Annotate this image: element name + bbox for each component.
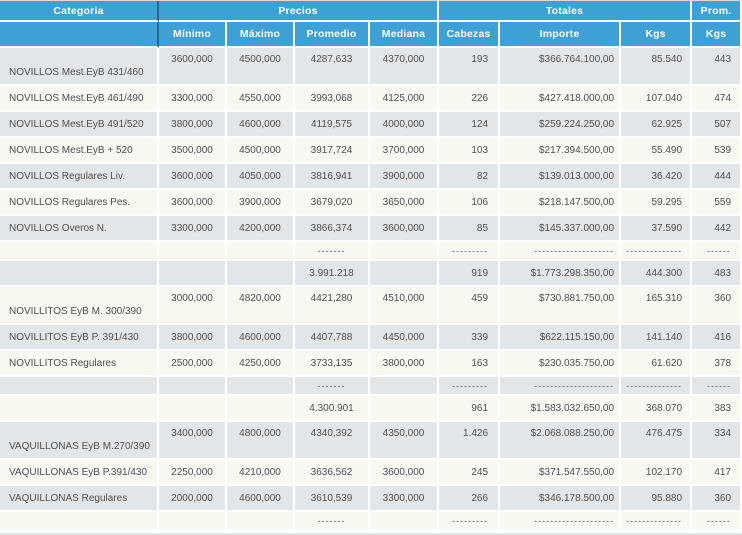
header-col-maximo: Máximo [227, 22, 295, 48]
cell-importe: $259.224.250,00 [500, 112, 621, 138]
table-row [0, 486, 742, 512]
cell-categoria: NOVILLOS Regulares Liv. [0, 164, 159, 190]
cell-promedio: 3.991.218 [295, 261, 370, 287]
cell-cabezas: --------- [439, 377, 500, 396]
cell-minimo: 2500,000 [159, 351, 227, 377]
cell-importe: $730.881.750,00 [500, 287, 621, 325]
cell-cabezas: 124 [439, 112, 500, 138]
cell-prom-kgs: 383 [692, 396, 742, 422]
cell-mediana: 4370,000 [370, 48, 439, 86]
cell-prom-kgs: 442 [692, 216, 742, 242]
cell-minimo: 3000,000 [159, 287, 227, 325]
cell-categoria: VAQUILLONAS EyB M.270/390 [0, 422, 159, 460]
subtotal-row [0, 261, 742, 287]
cell-importe: $1.583.032.650,00 [500, 396, 621, 422]
cell-kgs: -------------- [621, 242, 692, 261]
cell-categoria: NOVILLOS Mest.EyB 461/490 [0, 86, 159, 112]
cell-promedio: 4421,280 [295, 287, 370, 325]
cell-categoria [0, 512, 159, 531]
cell-importe: $366.764.100,00 [500, 48, 621, 86]
cell-cabezas: 85 [439, 216, 500, 242]
cell-prom-kgs: 360 [692, 486, 742, 512]
cell-prom-kgs: 416 [692, 325, 742, 351]
cell-maximo: 4210,000 [227, 460, 295, 486]
cell-mediana: 3600,000 [370, 216, 439, 242]
cell-cabezas: 339 [439, 325, 500, 351]
cell-cabezas: 103 [439, 138, 500, 164]
cell-prom-kgs: 507 [692, 112, 742, 138]
table-row [0, 48, 742, 86]
cell-categoria: NOVILLOS Regulares Pes. [0, 190, 159, 216]
cell-mediana: 4510,000 [370, 287, 439, 325]
cell-kgs: 444.300 [621, 261, 692, 287]
cell-kgs: 62.925 [621, 112, 692, 138]
cell-mediana [370, 261, 439, 287]
cell-promedio: 4119,575 [295, 112, 370, 138]
cell-cabezas: 961 [439, 396, 500, 422]
header-col-importe: Importe [500, 22, 621, 48]
cell-maximo: 4200,000 [227, 216, 295, 242]
cell-maximo: 4600,000 [227, 325, 295, 351]
cell-kgs: 61.620 [621, 351, 692, 377]
cell-minimo: 3500,000 [159, 138, 227, 164]
cell-categoria: NOVILLITOS EyB M. 300/390 [0, 287, 159, 325]
table-row [0, 287, 742, 325]
cell-kgs: 55.490 [621, 138, 692, 164]
table-row [0, 190, 742, 216]
table-row [0, 138, 742, 164]
cell-cabezas: 226 [439, 86, 500, 112]
cell-kgs: 36.420 [621, 164, 692, 190]
cell-maximo: 4050,000 [227, 164, 295, 190]
cell-kgs: 165.310 [621, 287, 692, 325]
cell-importe: $218.147.500,00 [500, 190, 621, 216]
cell-promedio: 3679,020 [295, 190, 370, 216]
cell-promedio: 4287,633 [295, 48, 370, 86]
cell-maximo: 4500,000 [227, 138, 295, 164]
cell-categoria: NOVILLOS Overos N. [0, 216, 159, 242]
cell-minimo [159, 396, 227, 422]
cell-minimo: 3800,000 [159, 112, 227, 138]
cell-importe: $346.178.500,00 [500, 486, 621, 512]
cell-importe: $230.035.750,00 [500, 351, 621, 377]
cell-minimo: 3800,000 [159, 325, 227, 351]
cell-prom-kgs: 444 [692, 164, 742, 190]
header-columns-row [0, 22, 742, 48]
cell-prom-kgs: 474 [692, 86, 742, 112]
cell-categoria: NOVILLITOS Regulares [0, 351, 159, 377]
cell-importe: $622.115.150,00 [500, 325, 621, 351]
cell-importe: $2.068.088.250,00 [500, 422, 621, 460]
cell-importe: $139.013.000,00 [500, 164, 621, 190]
cell-prom-kgs: ------ [692, 242, 742, 261]
cell-categoria [0, 396, 159, 422]
cell-importe: $371.547.550,00 [500, 460, 621, 486]
cell-prom-kgs: 378 [692, 351, 742, 377]
livestock-price-table [0, 1, 742, 531]
cell-importe: $217.394.500,00 [500, 138, 621, 164]
header-group-totales: Totales [439, 1, 692, 22]
cell-mediana: 3300,000 [370, 486, 439, 512]
table-row [0, 216, 742, 242]
cell-minimo: 3600,000 [159, 164, 227, 190]
cell-importe: -------------------- [500, 377, 621, 396]
header-categoria: Categoria [0, 1, 159, 22]
cell-maximo [227, 242, 295, 261]
cell-promedio: 4.300.901 [295, 396, 370, 422]
header-col-promedio: Promedio [295, 22, 370, 48]
cell-mediana [370, 242, 439, 261]
cell-promedio: ------- [295, 512, 370, 531]
cell-categoria [0, 261, 159, 287]
cell-mediana: 3800,000 [370, 351, 439, 377]
cell-kgs: 59.295 [621, 190, 692, 216]
table-row [0, 164, 742, 190]
cell-cabezas: 266 [439, 486, 500, 512]
cell-minimo [159, 242, 227, 261]
cell-minimo: 3300,000 [159, 216, 227, 242]
cell-minimo [159, 512, 227, 531]
cell-minimo: 3600,000 [159, 48, 227, 86]
header-col-prom-kgs: Kgs [692, 22, 742, 48]
cell-maximo [227, 512, 295, 531]
cell-prom-kgs: 360 [692, 287, 742, 325]
cell-categoria: NOVILLOS Mest.EyB + 520 [0, 138, 159, 164]
subtotal-row [0, 396, 742, 422]
cell-promedio: 3610,539 [295, 486, 370, 512]
cell-maximo: 4820,000 [227, 287, 295, 325]
cell-categoria: NOVILLOS Mest.EyB 431/460 [0, 48, 159, 86]
cell-minimo: 2000,000 [159, 486, 227, 512]
cell-promedio: 4340,392 [295, 422, 370, 460]
cell-mediana: 4125,000 [370, 86, 439, 112]
header-group-prom: Prom. [692, 1, 742, 22]
header-categoria-spacer [0, 22, 159, 48]
cell-importe: $1.773.298.350,00 [500, 261, 621, 287]
cell-cabezas: 163 [439, 351, 500, 377]
cell-categoria: VAQUILLONAS EyB P.391/430 [0, 460, 159, 486]
cell-cabezas: 919 [439, 261, 500, 287]
cell-promedio: 4407,788 [295, 325, 370, 351]
cell-mediana: 3600,000 [370, 460, 439, 486]
cell-minimo: 3600,000 [159, 190, 227, 216]
cell-mediana [370, 377, 439, 396]
header-col-minimo: Mínimo [159, 22, 227, 48]
cell-prom-kgs: 417 [692, 460, 742, 486]
cell-cabezas: 245 [439, 460, 500, 486]
cell-categoria: VAQUILLONAS Regulares [0, 486, 159, 512]
cell-maximo: 4600,000 [227, 486, 295, 512]
cell-minimo: 3300,000 [159, 86, 227, 112]
cell-categoria: NOVILLITOS EyB P. 391/430 [0, 325, 159, 351]
cell-maximo: 4250,000 [227, 351, 295, 377]
cell-promedio: 3993,068 [295, 86, 370, 112]
cell-prom-kgs: 334 [692, 422, 742, 460]
cell-kgs: 476.475 [621, 422, 692, 460]
cell-kgs: 95.880 [621, 486, 692, 512]
cell-kgs: -------------- [621, 512, 692, 531]
cell-mediana [370, 396, 439, 422]
cell-prom-kgs: 539 [692, 138, 742, 164]
cell-kgs: 102.170 [621, 460, 692, 486]
cell-maximo: 4550,000 [227, 86, 295, 112]
cell-minimo: 3400,000 [159, 422, 227, 460]
cell-minimo: 2250,000 [159, 460, 227, 486]
cell-minimo [159, 377, 227, 396]
cell-kgs: -------------- [621, 377, 692, 396]
cell-maximo: 3900,000 [227, 190, 295, 216]
cell-categoria: NOVILLOS Mest.EyB 491/520 [0, 112, 159, 138]
cell-mediana: 4000,000 [370, 112, 439, 138]
cell-mediana: 3700,000 [370, 138, 439, 164]
cell-prom-kgs: 559 [692, 190, 742, 216]
cell-importe: $145.337.000,00 [500, 216, 621, 242]
next-row-partial [0, 531, 742, 535]
table-header [0, 1, 742, 48]
table-body [0, 48, 742, 531]
cell-prom-kgs: 483 [692, 261, 742, 287]
table-row [0, 351, 742, 377]
cell-importe: $427.418.000,00 [500, 86, 621, 112]
separator-row [0, 242, 742, 261]
cell-minimo [159, 261, 227, 287]
table-row [0, 112, 742, 138]
cell-kgs: 141.140 [621, 325, 692, 351]
cell-promedio: ------- [295, 242, 370, 261]
cell-maximo: 4600,000 [227, 112, 295, 138]
cell-cabezas: 82 [439, 164, 500, 190]
cell-promedio: 3636,562 [295, 460, 370, 486]
header-col-kgs: Kgs [621, 22, 692, 48]
cell-kgs: 37.590 [621, 216, 692, 242]
cell-cabezas: 193 [439, 48, 500, 86]
header-group-precios: Precios [159, 1, 439, 22]
cell-importe: -------------------- [500, 242, 621, 261]
table-row [0, 86, 742, 112]
cell-cabezas: --------- [439, 512, 500, 531]
cell-maximo [227, 377, 295, 396]
cell-maximo: 4500,000 [227, 48, 295, 86]
cell-mediana: 3650,000 [370, 190, 439, 216]
header-col-mediana: Mediana [370, 22, 439, 48]
cell-kgs: 368.070 [621, 396, 692, 422]
cell-importe: -------------------- [500, 512, 621, 531]
cell-promedio: 3816,941 [295, 164, 370, 190]
cell-kgs: 107.040 [621, 86, 692, 112]
cell-mediana [370, 512, 439, 531]
header-col-cabezas: Cabezas [439, 22, 500, 48]
cell-kgs: 85.540 [621, 48, 692, 86]
cell-prom-kgs: ------ [692, 377, 742, 396]
cell-maximo [227, 396, 295, 422]
cell-promedio: 3917,724 [295, 138, 370, 164]
cell-cabezas: --------- [439, 242, 500, 261]
cell-mediana: 3900,000 [370, 164, 439, 190]
cell-prom-kgs: 443 [692, 48, 742, 86]
cell-cabezas: 459 [439, 287, 500, 325]
separator-row [0, 512, 742, 531]
cell-cabezas: 1.426 [439, 422, 500, 460]
cell-cabezas: 106 [439, 190, 500, 216]
cell-mediana: 4450,000 [370, 325, 439, 351]
table-row [0, 325, 742, 351]
header-group-row [0, 1, 742, 22]
cell-categoria [0, 377, 159, 396]
cell-prom-kgs: ------ [692, 512, 742, 531]
cell-mediana: 4350,000 [370, 422, 439, 460]
cell-categoria [0, 242, 159, 261]
cell-promedio: 3866,374 [295, 216, 370, 242]
cell-maximo [227, 261, 295, 287]
cell-promedio: 3733,135 [295, 351, 370, 377]
cell-maximo: 4800,000 [227, 422, 295, 460]
cell-promedio: ------- [295, 377, 370, 396]
table-row [0, 422, 742, 460]
table-row [0, 460, 742, 486]
separator-row [0, 377, 742, 396]
